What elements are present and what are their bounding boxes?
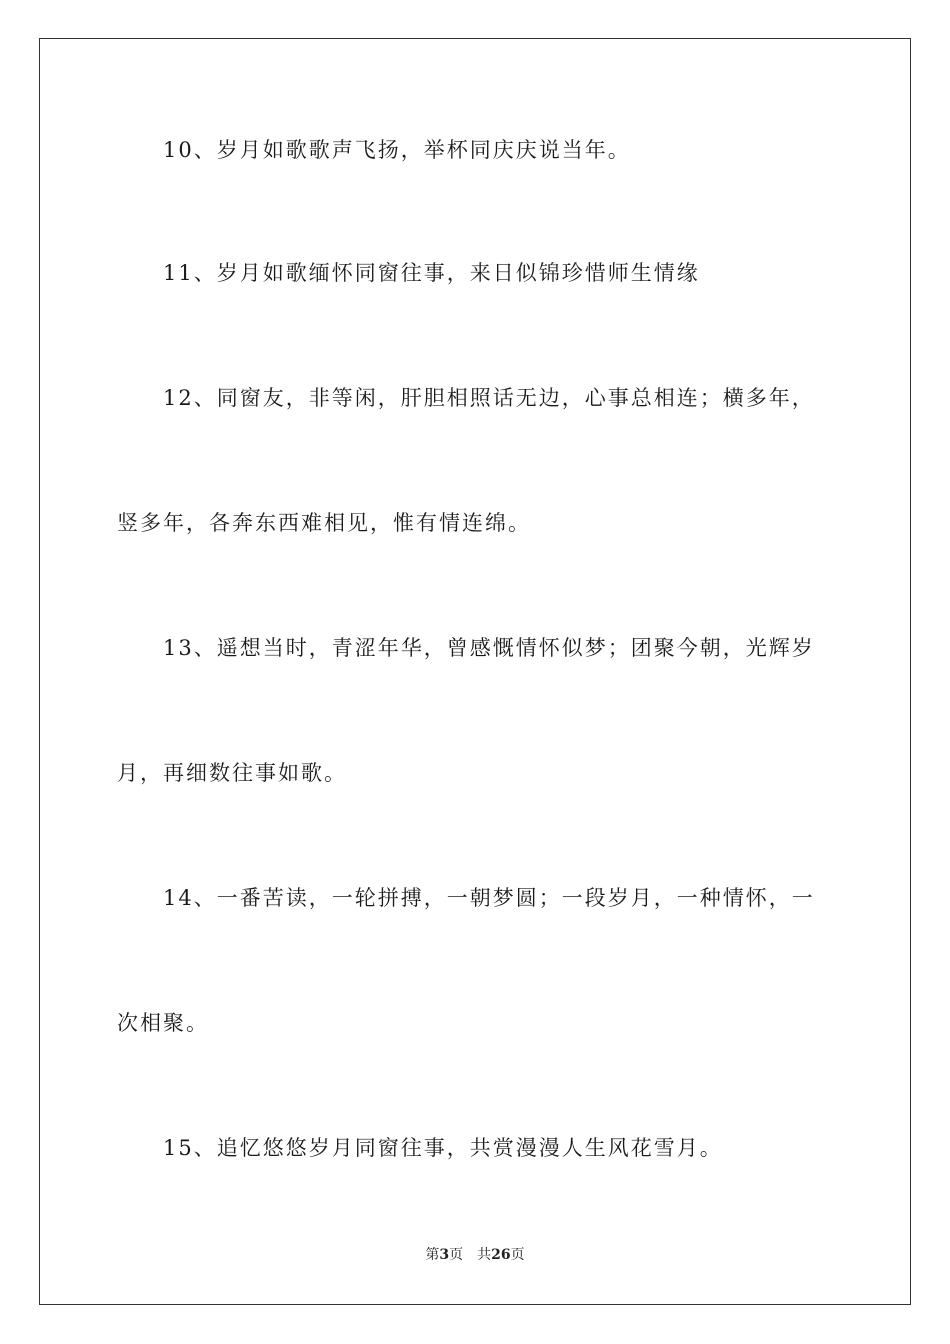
paragraph-12-line-2: 竖多年，各奔东西难相见，惟有情连绵。 [117,511,531,535]
page-suffix: 页 [449,1247,464,1263]
paragraph-10-line-1: 10、岁月如歌歌声飞扬，举杯同庆庆说当年。 [163,138,631,162]
paragraph-14-line-2: 次相聚。 [117,1011,209,1035]
total-prefix: 共 [477,1247,492,1263]
page-number: 3 [439,1247,450,1263]
paragraph-14-line-1: 14、一番苦读，一轮拼搏，一朝梦圆；一段岁月，一种情怀，一 [163,886,815,910]
page-footer [0,1245,950,1265]
paragraph-11-line-1: 11、岁月如歌缅怀同窗往事，来日似锦珍惜师生情缘 [163,261,700,285]
page-prefix: 第 [425,1247,440,1263]
paragraph-15-line-1: 15、追忆悠悠岁月同窗往事，共赏漫漫人生风花雪月。 [163,1136,723,1160]
paragraph-13-line-1: 13、遥想当时，青涩年华，曾感慨情怀似梦；团聚今朝，光辉岁 [163,636,815,660]
paragraph-12-line-1: 12、同窗友，非等闲，肝胆相照话无边，心事总相连；横多年， [163,386,815,410]
total-suffix: 页 [510,1247,525,1263]
total-pages: 26 [491,1247,511,1263]
page-border [39,38,911,1305]
paragraph-13-line-2: 月，再细数往事如歌。 [117,761,347,785]
